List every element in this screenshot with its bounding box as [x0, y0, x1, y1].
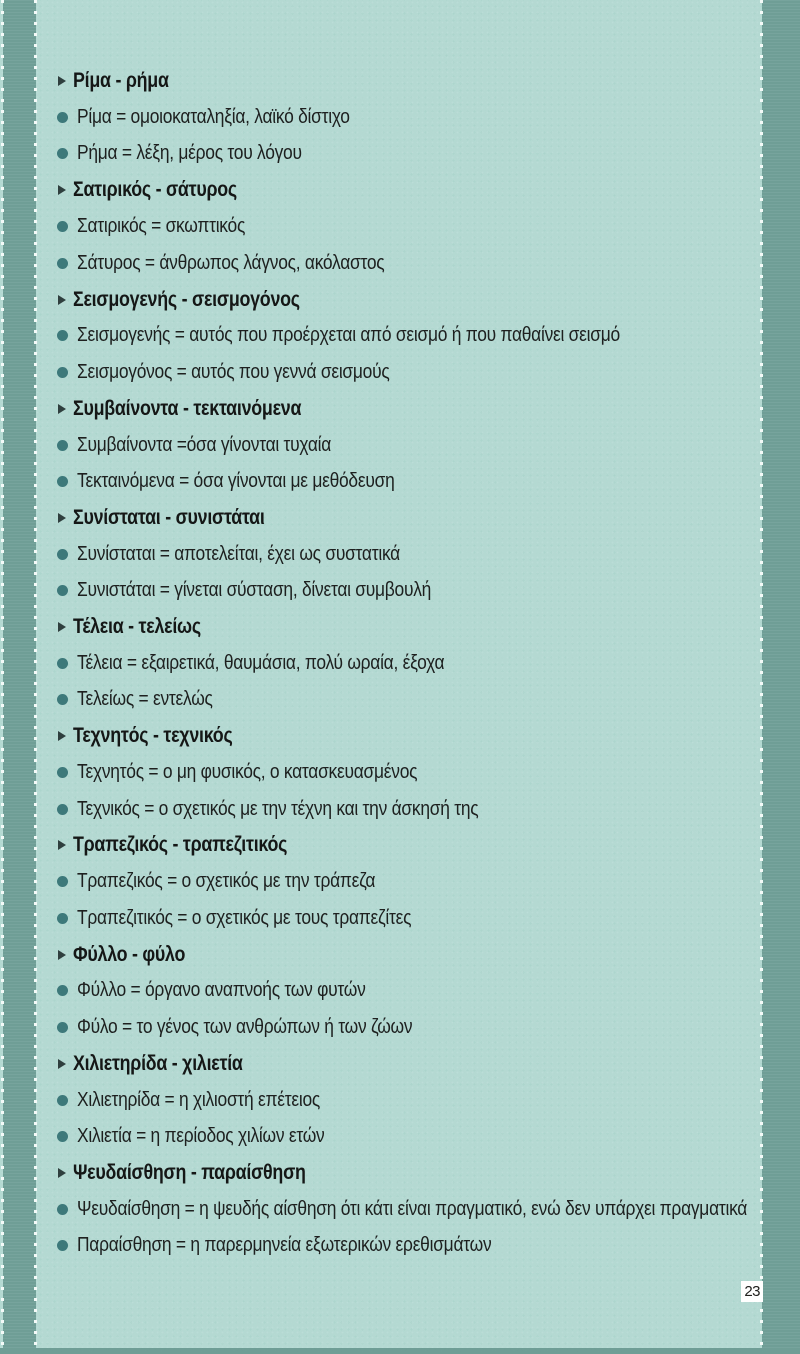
- circle-bullet-icon: [57, 985, 68, 996]
- circle-bullet-icon: [57, 767, 68, 778]
- circle-bullet-icon: [57, 1240, 68, 1251]
- circle-bullet-icon: [57, 258, 68, 269]
- definition-label: Τεχνητός = ο μη φυσικός, ο κατασκευασμένος: [77, 761, 418, 784]
- circle-bullet-icon: [57, 112, 68, 123]
- definition-row: [56, 1191, 760, 1227]
- triangle-right-icon: [58, 731, 66, 741]
- circle-bullet-icon: [57, 804, 68, 815]
- definition-row: [56, 136, 760, 172]
- entry-heading-label: Τέλεια - τελείως: [73, 615, 201, 639]
- entry-heading-label: Σεισμογενής - σεισμογόνος: [73, 287, 300, 311]
- definition-row: [56, 1082, 760, 1118]
- triangle-right-icon: [58, 404, 66, 414]
- glossary-list: [56, 63, 760, 1264]
- circle-bullet-icon: [57, 367, 68, 378]
- definition-label: Τεκταινόμενα = όσα γίνονται με μεθόδευση: [77, 469, 395, 492]
- definition-row: [56, 791, 760, 827]
- definition-row: [56, 463, 760, 499]
- definition-label: Τεχνικός = ο σχετικός με την τέχνη και την άσκησή της: [77, 797, 479, 820]
- triangle-right-icon: [58, 622, 66, 632]
- circle-bullet-icon: [57, 876, 68, 887]
- entry-heading-label: Σατιρικός - σάτυρος: [73, 178, 237, 202]
- triangle-right-icon: [58, 1059, 66, 1069]
- left-perforation-dots-inner: [34, 0, 37, 1354]
- definition-row: [56, 1118, 760, 1154]
- triangle-right-icon: [58, 950, 66, 960]
- circle-bullet-icon: [57, 549, 68, 560]
- circle-bullet-icon: [57, 1095, 68, 1106]
- triangle-right-icon: [58, 840, 66, 850]
- definition-label: Τέλεια = εξαιρετικά, θαυμάσια, πολύ ωραία, έξοχα: [77, 651, 445, 674]
- entry-heading-row: [56, 936, 760, 972]
- definition-label: Συνιστάται = γίνεται σύσταση, δίνεται συμβουλή: [77, 579, 432, 602]
- definition-row: [56, 245, 760, 281]
- entry-heading-label: Τραπεζικός - τραπεζιτικός: [73, 833, 288, 857]
- definition-row: [56, 536, 760, 572]
- definition-label: Χιλιετία = η περίοδος χιλίων ετών: [77, 1125, 325, 1148]
- definition-row: [56, 209, 760, 245]
- triangle-right-icon: [58, 76, 66, 86]
- right-perforation-dots: [760, 0, 763, 1354]
- entry-heading-row: [56, 609, 760, 645]
- definition-row: [56, 572, 760, 608]
- circle-bullet-icon: [57, 221, 68, 232]
- definition-row: [56, 973, 760, 1009]
- bottom-border-strip: [0, 1348, 800, 1354]
- definition-row: [56, 427, 760, 463]
- definition-label: Παραίσθηση = η παρερμηνεία εξωτερικών ερεθισμάτων: [77, 1234, 492, 1257]
- circle-bullet-icon: [57, 330, 68, 341]
- definition-row: [56, 682, 760, 718]
- entry-heading-row: [56, 827, 760, 863]
- definition-label: Σάτυρος = άνθρωπος λάγνος, ακόλαστος: [77, 251, 385, 274]
- definition-label: Τελείως = εντελώς: [77, 688, 213, 711]
- definition-label: Φύλλο = όργανο αναπνοής των φυτών: [77, 979, 366, 1002]
- triangle-right-icon: [58, 185, 66, 195]
- entry-heading-label: Συνίσταται - συνιστάται: [73, 505, 265, 529]
- left-perforation-dots-outer: [1, 0, 4, 1354]
- circle-bullet-icon: [57, 148, 68, 159]
- entry-heading-row: [56, 500, 760, 536]
- circle-bullet-icon: [57, 1204, 68, 1215]
- circle-bullet-icon: [57, 913, 68, 924]
- definition-label: Ρίμα = ομοιοκαταληξία, λαϊκό δίστιχο: [77, 106, 350, 129]
- circle-bullet-icon: [57, 658, 68, 669]
- entry-heading-row: [56, 718, 760, 754]
- circle-bullet-icon: [57, 476, 68, 487]
- definition-row: [56, 354, 760, 390]
- definition-label: Σατιρικός = σκωπτικός: [77, 215, 246, 238]
- definition-label: Ρήμα = λέξη, μέρος του λόγου: [77, 142, 302, 165]
- definition-label: Σεισμογόνος = αυτός που γεννά σεισμούς: [77, 360, 390, 383]
- entry-heading-label: Φύλλο - φύλο: [73, 942, 186, 966]
- definition-row: [56, 645, 760, 681]
- definition-row: [56, 900, 760, 936]
- definition-row: [56, 99, 760, 135]
- right-border-strip: [762, 0, 800, 1354]
- circle-bullet-icon: [57, 694, 68, 705]
- circle-bullet-icon: [57, 585, 68, 596]
- definition-label: Συμβαίνοντα =όσα γίνονται τυχαία: [77, 433, 332, 456]
- definition-label: Συνίσταται = αποτελείται, έχει ως συστατικά: [77, 542, 400, 565]
- definition-row: [56, 864, 760, 900]
- definition-label: Χιλιετηρίδα = η χιλιοστή επέτειος: [77, 1088, 321, 1111]
- circle-bullet-icon: [57, 440, 68, 451]
- definition-label: Φύλο = το γένος των ανθρώπων ή των ζώων: [77, 1015, 413, 1038]
- triangle-right-icon: [58, 295, 66, 305]
- page-number-badge: 23: [741, 1281, 763, 1302]
- entry-heading-row: [56, 281, 760, 317]
- definition-row: [56, 754, 760, 790]
- entry-heading-label: Συμβαίνοντα - τεκταινόμενα: [73, 396, 302, 420]
- entry-heading-row: [56, 1046, 760, 1082]
- definition-row: [56, 1009, 760, 1045]
- entry-heading-row: [56, 1155, 760, 1191]
- entry-heading-label: Ψευδαίσθηση - παραίσθηση: [73, 1160, 306, 1184]
- definition-row: [56, 1228, 760, 1264]
- entry-heading-row: [56, 391, 760, 427]
- circle-bullet-icon: [57, 1022, 68, 1033]
- definition-label: Τραπεζικός = ο σχετικός με την τράπεζα: [77, 870, 376, 893]
- definition-label: Σεισμογενής = αυτός που προέρχεται από σεισμό ή που παθαίνει σεισμό: [77, 324, 620, 347]
- entry-heading-label: Τεχνητός - τεχνικός: [73, 724, 233, 748]
- entry-heading-row: [56, 63, 760, 99]
- definition-row: [56, 318, 760, 354]
- triangle-right-icon: [58, 513, 66, 523]
- triangle-right-icon: [58, 1168, 66, 1178]
- entry-heading-row: [56, 172, 760, 208]
- entry-heading-label: Χιλιετηρίδα - χιλιετία: [73, 1051, 243, 1075]
- circle-bullet-icon: [57, 1131, 68, 1142]
- left-border-strip: [3, 0, 36, 1354]
- definition-label: Τραπεζιτικός = ο σχετικός με τους τραπεζίτες: [77, 906, 412, 929]
- definition-label: Ψευδαίσθηση = η ψευδής αίσθηση ότι κάτι είναι πραγματικό, ενώ δεν υπάρχει πραγματικά: [77, 1197, 748, 1220]
- entry-heading-label: Ρίμα - ρήμα: [73, 69, 169, 93]
